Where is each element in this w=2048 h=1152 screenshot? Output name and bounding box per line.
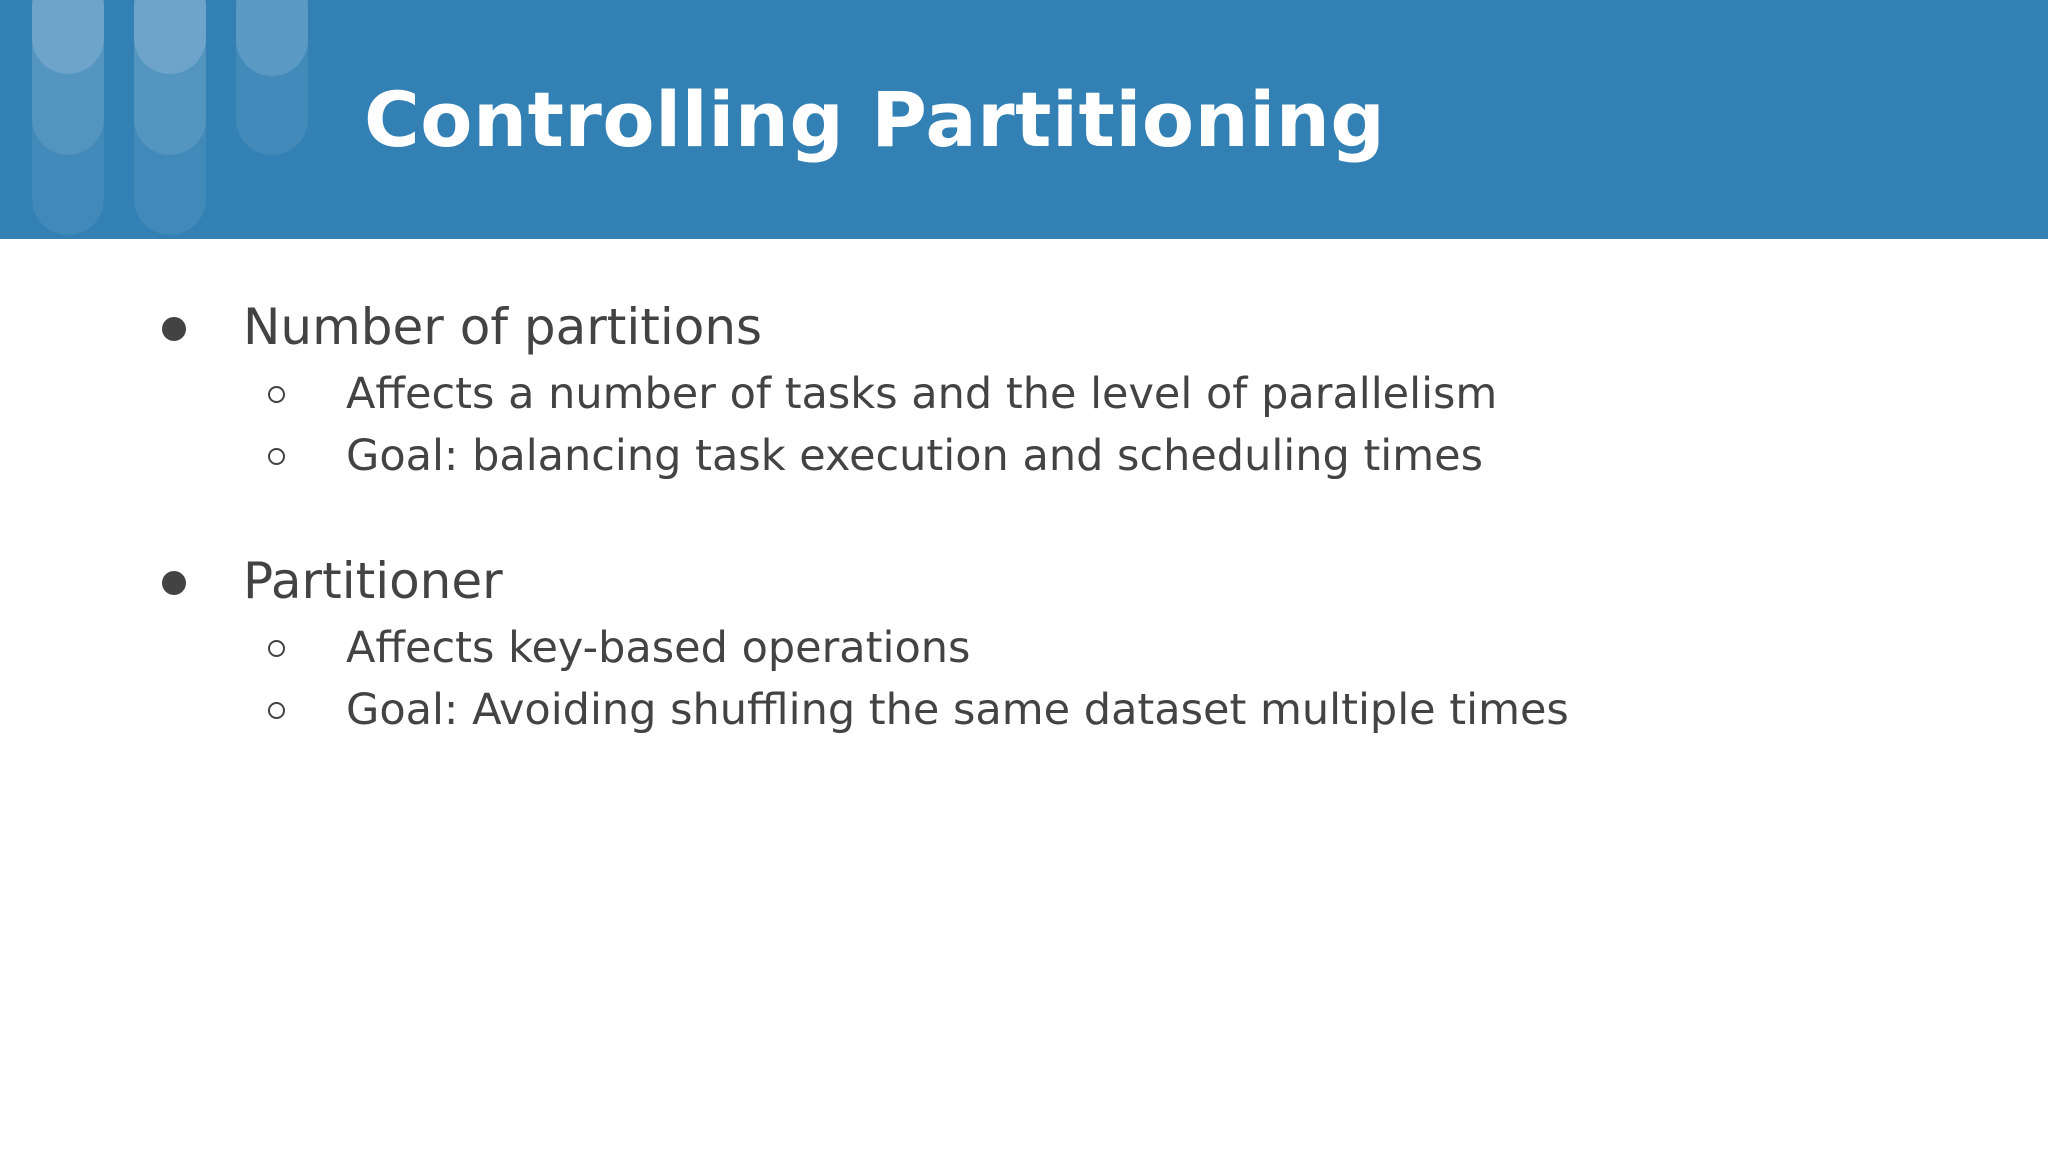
bullet-group-partitioner xyxy=(0,545,2048,741)
sub-bullet-text: Goal: balancing task execution and scheduling times xyxy=(346,431,1484,481)
sub-bullet-text: Affects key-based operations xyxy=(346,623,971,673)
hollow-circle-bullet-icon xyxy=(268,640,285,657)
hollow-circle-bullet-icon xyxy=(268,702,285,719)
bullet-dot-icon xyxy=(162,571,186,595)
sub-bullet-item xyxy=(0,363,2048,425)
bullet-text: Partitioner xyxy=(243,552,503,610)
bullet-dot-icon xyxy=(162,317,186,341)
slide-title: Controlling Partitioning xyxy=(364,75,1386,164)
bullet-item xyxy=(0,291,2048,363)
bullet-item xyxy=(0,545,2048,617)
bullet-text: Number of partitions xyxy=(243,298,763,356)
hollow-circle-bullet-icon xyxy=(268,448,285,465)
bullet-group-number-of-partitions xyxy=(0,291,2048,487)
slide-header xyxy=(0,0,2048,239)
sub-bullet-text: Affects a number of tasks and the level of parallelism xyxy=(346,369,1498,419)
header-decoration xyxy=(0,0,340,239)
hollow-circle-bullet-icon xyxy=(268,386,285,403)
sub-bullet-item xyxy=(0,617,2048,679)
sub-bullet-item xyxy=(0,679,2048,741)
sub-bullet-text: Goal: Avoiding shuffling the same dataset multiple times xyxy=(346,685,1569,735)
sub-bullet-item xyxy=(0,425,2048,487)
slide-content xyxy=(0,239,2048,1152)
